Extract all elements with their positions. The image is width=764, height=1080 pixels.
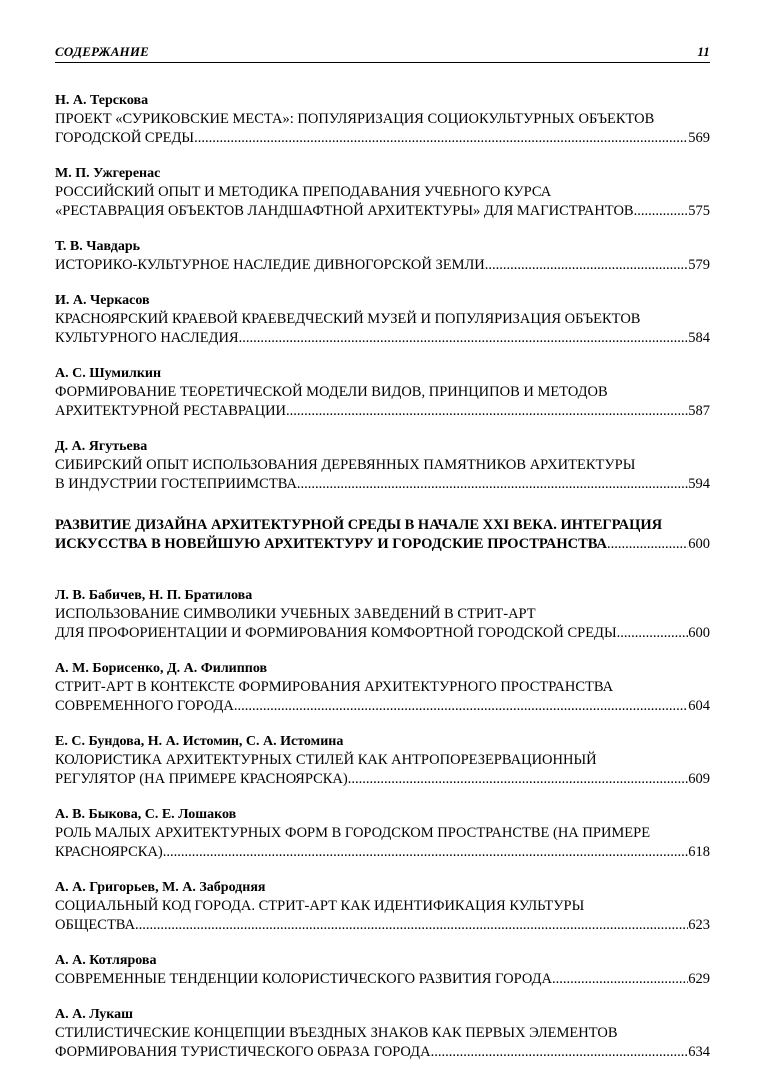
entry-page-number: 618 [688,844,710,860]
entry-title-text: ДЛЯ ПРОФОРИЕНТАЦИИ И ФОРМИРОВАНИЯ КОМФОРТНОЙ ГОРОДСКОЙ СРЕДЫ [55,625,617,641]
entry-title-last-line [55,916,710,935]
entry-page-number: 634 [688,1044,710,1060]
entry-title-text: ОБЩЕСТВА [55,917,136,933]
header-title: СОДЕРЖАНИЕ [55,44,150,59]
dot-leader [135,916,688,935]
dot-leader [194,129,688,148]
dot-leader [431,1043,689,1062]
toc-entry [55,237,710,275]
entry-title-last-line [55,1043,710,1062]
entry-page-number: 569 [688,130,710,146]
entry-authors: М. П. Ужгеренас [55,166,161,181]
entry-title-last-line [55,843,710,862]
toc-entry [55,364,710,421]
entry-title-line: РОЛЬ МАЛЫХ АРХИТЕКТУРНЫХ ФОРМ В ГОРОДСКОМ ПРОСТРАНСТВЕ (НА ПРИМЕРЕ [55,825,651,841]
toc-entry [55,951,710,989]
entry-page-number: 629 [688,971,710,987]
entry-page-number: 609 [688,771,710,787]
toc-entry [55,164,710,221]
entry-title-text: АРХИТЕКТУРНОЙ РЕСТАВРАЦИИ [55,403,287,419]
section-page-number: 600 [688,536,710,552]
entry-title-line: РОССИЙСКИЙ ОПЫТ И МЕТОДИКА ПРЕПОДАВАНИЯ УЧЕБНОГО КУРСА [55,184,552,200]
entry-title-line: СИБИРСКИЙ ОПЫТ ИСПОЛЬЗОВАНИЯ ДЕРЕВЯННЫХ ПАМЯТНИКОВ АРХИТЕКТУРЫ [55,457,636,473]
entry-title-text: КУЛЬТУРНОГО НАСЛЕДИЯ [55,330,239,346]
section-title-line: РАЗВИТИЕ ДИЗАЙНА АРХИТЕКТУРНОЙ СРЕДЫ В НАЧАЛЕ XXI ВЕКА. ИНТЕГРАЦИЯ [55,517,663,533]
entry-title-text: «РЕСТАВРАЦИЯ ОБЪЕКТОВ ЛАНДШАФТНОЙ АРХИТЕКТУРЫ» ДЛЯ МАГИСТРАНТОВ [55,203,634,219]
dot-leader [634,202,689,221]
entry-authors: И. А. Черкасов [55,293,150,308]
entry-authors: А. С. Шумилкин [55,366,162,381]
entry-title-line: ПРОЕКТ «СУРИКОВСКИЕ МЕСТА»: ПОПУЛЯРИЗАЦИЯ СОЦИОКУЛЬТУРНЫХ ОБЪЕКТОВ [55,111,655,127]
entry-page-number: 579 [688,257,710,273]
dot-leader [286,402,688,421]
entry-title-last-line [55,970,710,989]
entry-title-line: ФОРМИРОВАНИЕ ТЕОРЕТИЧЕСКОЙ МОДЕЛИ ВИДОВ, ПРИНЦИПОВ И МЕТОДОВ [55,384,608,400]
entry-page-number: 584 [688,330,710,346]
toc-group-a [55,91,710,494]
entry-title-text: ИСТОРИКО-КУЛЬТУРНОЕ НАСЛЕДИЕ ДИВНОГОРСКОЙ ЗЕМЛИ [55,257,485,273]
entry-page-number: 594 [688,476,710,492]
entry-title-text: В ИНДУСТРИИ ГОСТЕПРИИМСТВА [55,476,297,492]
entry-authors: Л. В. Бабичев, Н. П. Братилова [55,588,253,603]
entry-authors: Д. А. Ягутьева [55,439,148,454]
toc-entry [55,91,710,148]
header-page-number: 11 [697,44,710,59]
dot-leader [348,770,689,789]
toc-entry [55,805,710,862]
entry-title-line: СТИЛИСТИЧЕСКИЕ КОНЦЕПЦИИ ВЪЕЗДНЫХ ЗНАКОВ КАК ПЕРВЫХ ЭЛЕМЕНТОВ [55,1025,618,1041]
toc-entry [55,659,710,716]
dot-leader [234,697,688,716]
section-title-text: ИСКУССТВА В НОВЕЙШУЮ АРХИТЕКТУРУ И ГОРОДСКИЕ ПРОСТРАНСТВА [55,536,607,552]
entry-title-line: ИСПОЛЬЗОВАНИЕ СИМВОЛИКИ УЧЕБНЫХ ЗАВЕДЕНИЙ В СТРИТ-АРТ [55,606,536,622]
entry-title-text: ФОРМИРОВАНИЯ ТУРИСТИЧЕСКОГО ОБРАЗА ГОРОДА [55,1044,431,1060]
toc-entry [55,437,710,494]
entry-title-last-line [55,770,710,789]
dot-leader [617,624,689,643]
entry-page-number: 575 [688,203,710,219]
entry-title-last-line [55,624,710,643]
toc-entry [55,878,710,935]
entry-authors: Е. С. Бундова, Н. А. Истомин, С. А. Истомина [55,734,344,749]
entry-page-number: 623 [688,917,710,933]
toc-entry [55,291,710,348]
dot-leader [552,970,688,989]
entry-title-line: СТРИТ-АРТ В КОНТЕКСТЕ ФОРМИРОВАНИЯ АРХИТЕКТУРНОГО ПРОСТРАНСТВА [55,679,614,695]
entry-authors: А. А. Григорьев, М. А. Забродняя [55,880,266,895]
entry-title-last-line [55,129,710,148]
entry-authors: А. А. Лукаш [55,1007,133,1022]
entry-page-number: 587 [688,403,710,419]
entry-title-text: СОВРЕМЕННОГО ГОРОДА [55,698,234,714]
entry-title-line: КРАСНОЯРСКИЙ КРАЕВОЙ КРАЕВЕДЧЕСКИЙ МУЗЕЙ И ПОПУЛЯРИЗАЦИЯ ОБЪЕКТОВ [55,311,641,327]
entry-title-text: СОВРЕМЕННЫЕ ТЕНДЕНЦИИ КОЛОРИСТИЧЕСКОГО РАЗВИТИЯ ГОРОДА [55,971,552,987]
entry-title-last-line [55,329,710,348]
entry-page-number: 600 [688,625,710,641]
dot-leader [297,475,688,494]
toc-entry [55,1005,710,1062]
toc-entry [55,586,710,643]
entry-title-line: СОЦИАЛЬНЫЙ КОД ГОРОДА. СТРИТ-АРТ КАК ИДЕНТИФИКАЦИЯ КУЛЬТУРЫ [55,898,585,914]
entry-title-text: РЕГУЛЯТОР (НА ПРИМЕРЕ КРАСНОЯРСКА) [55,771,348,787]
running-header [55,44,710,64]
entry-authors: А. М. Борисенко, Д. А. Филиппов [55,661,268,676]
toc-group-b [55,586,710,1062]
toc-entry [55,732,710,789]
entry-authors: А. В. Быкова, С. Е. Лошаков [55,807,237,822]
toc-section-heading [55,516,710,554]
entry-authors: А. А. Котлярова [55,953,157,968]
header-rule [55,62,710,63]
dot-leader [607,535,688,554]
dot-leader [485,256,688,275]
table-of-contents [55,91,710,1078]
entry-authors: Н. А. Терскова [55,93,149,108]
entry-title-text: КРАСНОЯРСКА) [55,844,163,860]
entry-title-text: ГОРОДСКОЙ СРЕДЫ [55,130,195,146]
entry-page-number: 604 [688,698,710,714]
entry-authors: Т. В. Чавдарь [55,239,141,254]
dot-leader [163,843,688,862]
entry-title-last-line [55,202,710,221]
entry-title-last-line [55,475,710,494]
dot-leader [239,329,689,348]
entry-title-line: КОЛОРИСТИКА АРХИТЕКТУРНЫХ СТИЛЕЙ КАК АНТРОПОРЕЗЕРВАЦИОННЫЙ [55,752,597,768]
entry-title-last-line [55,256,710,275]
entry-title-last-line [55,697,710,716]
entry-title-last-line [55,402,710,421]
section-title-last-line [55,535,710,554]
document-page [55,0,710,1080]
